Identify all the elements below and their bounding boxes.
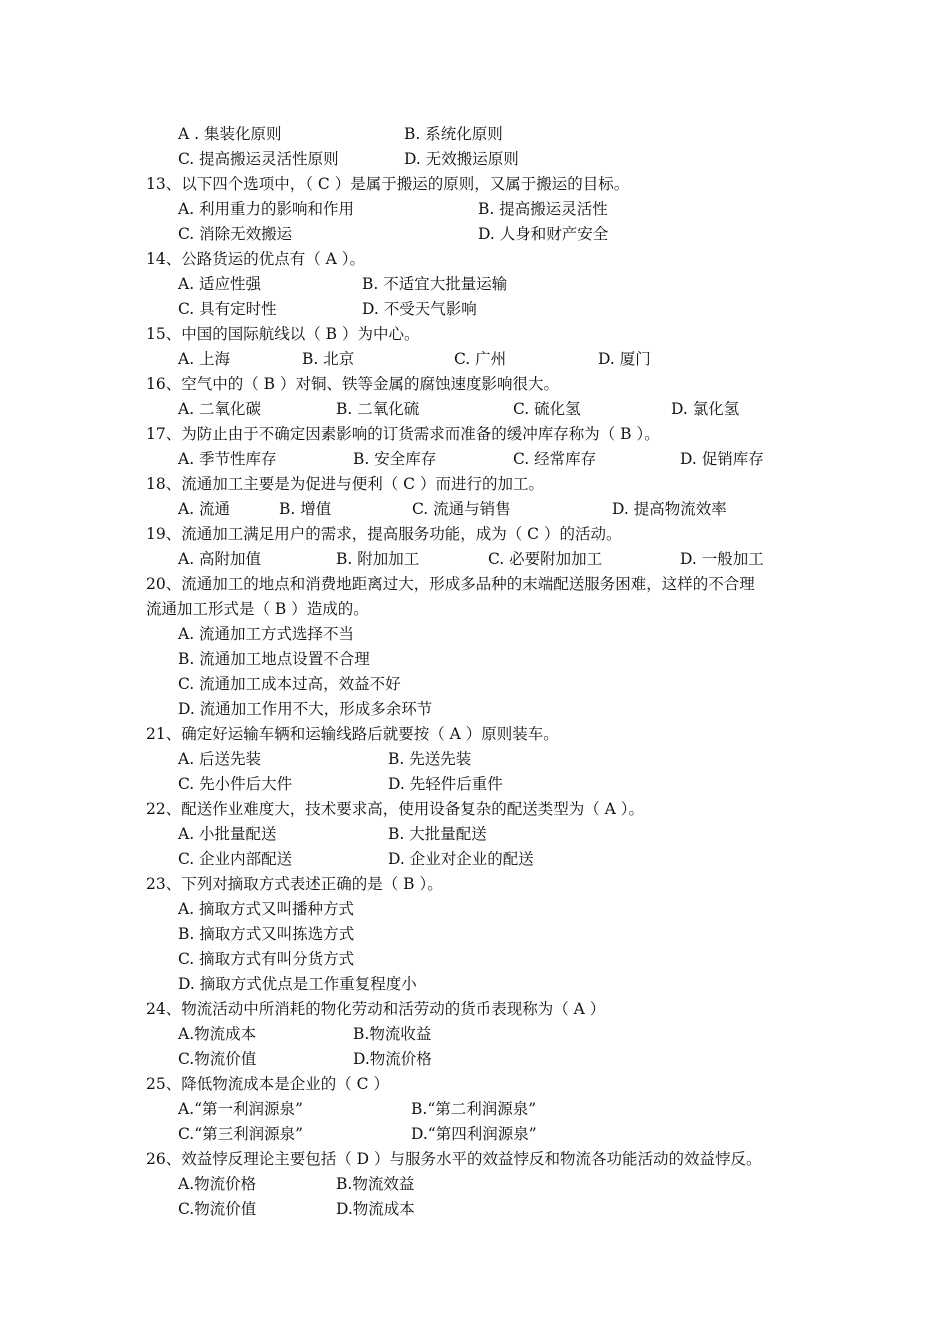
answer-option: A. 小批量配送 — [178, 825, 277, 843]
answer-option: D. 厦门 — [598, 350, 651, 368]
answer-option: D. 人身和财产安全 — [478, 225, 609, 243]
answer-option: B.物流效益 — [336, 1175, 415, 1193]
question-line: 13、以下四个选项中，（ C ）是属于搬运的原则，又属于搬运的目标。 — [146, 175, 630, 193]
question-line: 流通加工形式是（ B ）造成的。 — [146, 600, 369, 618]
answer-option: B. 系统化原则 — [404, 125, 503, 143]
answer-option: B. 流通加工地点设置不合理 — [178, 650, 370, 668]
answer-option: C.“第三利润源泉” — [178, 1125, 304, 1143]
answer-option: A. 高附加值 — [178, 550, 262, 568]
answer-option: C.物流价值 — [178, 1200, 257, 1218]
answer-option: A.物流成本 — [178, 1025, 257, 1043]
answer-option: C. 企业内部配送 — [178, 850, 293, 868]
answer-option: A. 适应性强 — [178, 275, 262, 293]
answer-option: C. 流通加工成本过高，效益不好 — [178, 675, 401, 693]
answer-option: A . 集装化原则 — [178, 125, 282, 143]
answer-option: C. 硫化氢 — [513, 400, 581, 418]
answer-option: C. 必要附加加工 — [488, 550, 603, 568]
question-line: 15、中国的国际航线以（ B ）为中心。 — [146, 325, 420, 343]
answer-option: A. 流通 — [178, 500, 231, 518]
answer-option: B.物流收益 — [353, 1025, 432, 1043]
answer-option: B. 大批量配送 — [388, 825, 487, 843]
answer-option: D. 流通加工作用不大，形成多余环节 — [178, 700, 433, 718]
answer-option: D. 无效搬运原则 — [404, 150, 519, 168]
answer-option: C. 消除无效搬运 — [178, 225, 293, 243]
question-line: 25、降低物流成本是企业的（ C ） — [146, 1075, 389, 1093]
answer-option: B. 北京 — [302, 350, 355, 368]
answer-option: D. 摘取方式优点是工作重复程度小 — [178, 975, 417, 993]
question-line: 17、为防止由于不确定因素影响的订货需求而准备的缓冲库存称为（ B ）。 — [146, 425, 660, 443]
answer-option: C. 广州 — [454, 350, 507, 368]
answer-option: B. 二氧化硫 — [336, 400, 420, 418]
question-line: 21、确定好运输车辆和运输线路后就要按（ A ）原则装车。 — [146, 725, 559, 743]
question-line: 20、流通加工的地点和消费地距离过大，形成多品种的末端配送服务困难，这样的不合理 — [146, 575, 755, 593]
answer-option: C. 流通与销售 — [412, 500, 511, 518]
answer-option: B. 附加加工 — [336, 550, 420, 568]
answer-option: D. 氯化氢 — [671, 400, 740, 418]
answer-option: C. 摘取方式有叫分货方式 — [178, 950, 355, 968]
question-line: 22、配送作业难度大，技术要求高，使用设备复杂的配送类型为（ A ）。 — [146, 800, 645, 818]
answer-option: C. 提高搬运灵活性原则 — [178, 150, 339, 168]
answer-option: A. 后送先装 — [178, 750, 262, 768]
question-line: 23、下列对摘取方式表述正确的是（ B ）。 — [146, 875, 443, 893]
answer-option: B.“第二利润源泉” — [411, 1100, 537, 1118]
answer-option: B. 摘取方式又叫拣选方式 — [178, 925, 355, 943]
answer-option: A. 流通加工方式选择不当 — [178, 625, 355, 643]
answer-option: A.“第一利润源泉” — [178, 1100, 303, 1118]
answer-option: D.物流价格 — [353, 1050, 432, 1068]
answer-option: D. 先轻件后重件 — [388, 775, 503, 793]
answer-option: D.物流成本 — [336, 1200, 415, 1218]
answer-option: A. 上海 — [178, 350, 231, 368]
answer-option: A. 二氧化碳 — [178, 400, 262, 418]
answer-option: D. 不受天气影响 — [362, 300, 477, 318]
question-line: 14、公路货运的优点有（ A ）。 — [146, 250, 366, 268]
answer-option: C. 经常库存 — [513, 450, 597, 468]
answer-option: A. 利用重力的影响和作用 — [178, 200, 355, 218]
answer-option: D. 企业对企业的配送 — [388, 850, 534, 868]
answer-option: A.物流价格 — [178, 1175, 257, 1193]
answer-option: D. 提高物流效率 — [612, 500, 727, 518]
answer-option: C.物流价值 — [178, 1050, 257, 1068]
question-line: 18、流通加工主要是为促进与便利（ C ）而进行的加工。 — [146, 475, 544, 493]
question-line: 16、空气中的（ B ）对铜、铁等金属的腐蚀速度影响很大。 — [146, 375, 559, 393]
answer-option: B. 先送先装 — [388, 750, 472, 768]
question-line: 19、流通加工满足用户的需求，提高服务功能，成为（ C ）的活动。 — [146, 525, 622, 543]
answer-option: A. 摘取方式又叫播种方式 — [178, 900, 355, 918]
answer-option: B. 安全库存 — [353, 450, 437, 468]
question-line: 24、物流活动中所消耗的物化劳动和活劳动的货币表现称为（ A ） — [146, 1000, 606, 1018]
answer-option: D.“第四利润源泉” — [411, 1125, 537, 1143]
answer-option: B. 增值 — [279, 500, 332, 518]
question-line: 26、效益悖反理论主要包括（ D ）与服务水平的效益悖反和物流各功能活动的效益悖反。 — [146, 1150, 762, 1168]
answer-option: C. 具有定时性 — [178, 300, 277, 318]
answer-option: B. 不适宜大批量运输 — [362, 275, 508, 293]
answer-option: A. 季节性库存 — [178, 450, 277, 468]
answer-option: B. 提高搬运灵活性 — [478, 200, 608, 218]
answer-option: C. 先小件后大件 — [178, 775, 293, 793]
answer-option: D. 一般加工 — [680, 550, 764, 568]
answer-option: D. 促销库存 — [680, 450, 764, 468]
